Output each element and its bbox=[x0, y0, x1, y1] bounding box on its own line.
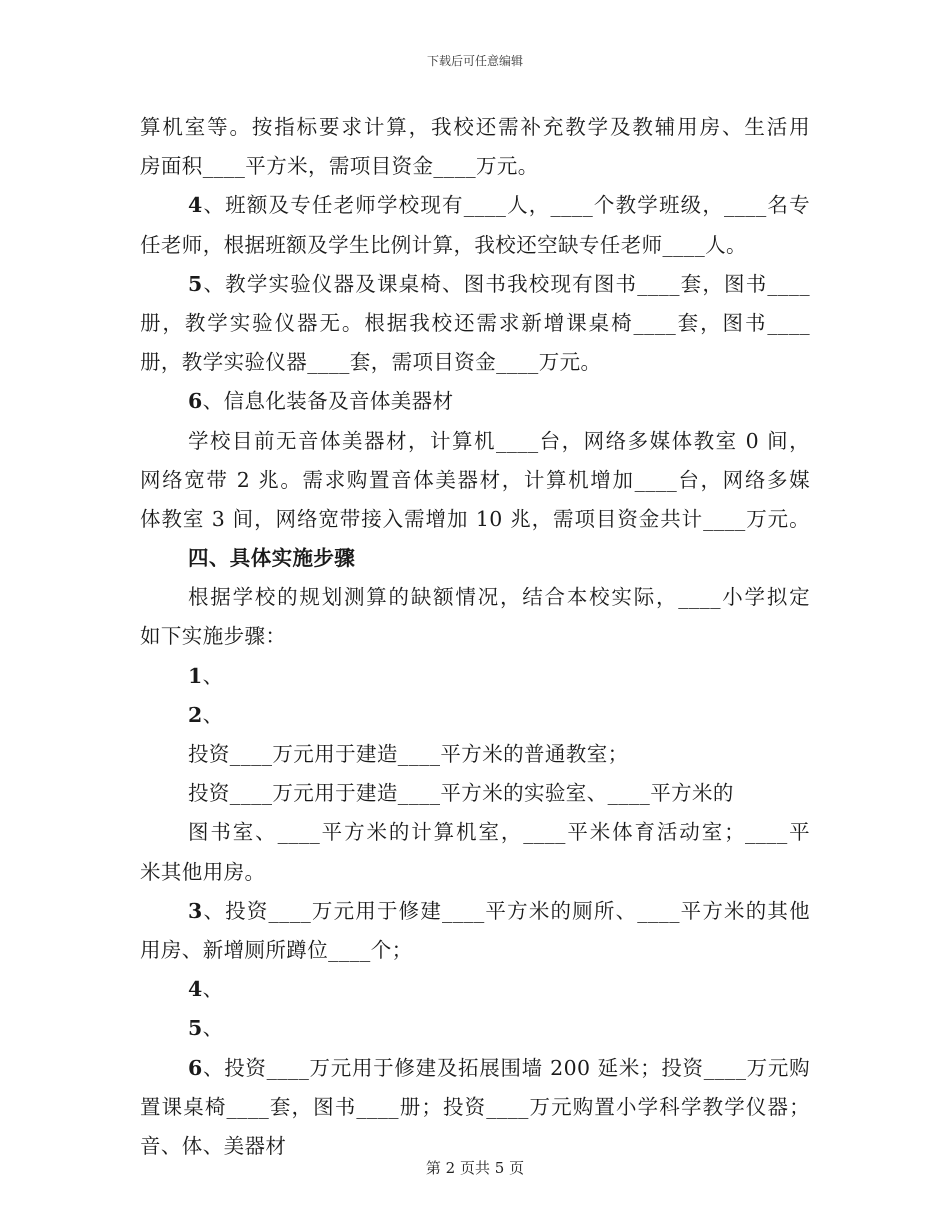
paragraph-line: 学校目前无音体美器材，计算机____台，网络多媒体教室 0 间， bbox=[188, 428, 810, 453]
section-heading: 四、具体实施步骤 bbox=[188, 546, 356, 571]
paragraph-line: 体教室 3 间，网络宽带接入需增加 10 兆，需项目资金共计____万元。 bbox=[140, 506, 810, 531]
line-text: 、 bbox=[202, 1016, 224, 1041]
paragraph-line bbox=[140, 696, 810, 735]
paragraph-line: 网络宽带 2 兆。需求购置音体美器材，计算机增加____台，网络多媒 bbox=[140, 467, 810, 492]
line-text: 、 bbox=[202, 702, 224, 727]
document-body bbox=[140, 108, 810, 1166]
paragraph-line: 投资____万元用于建造____平方米的普通教室； bbox=[188, 742, 629, 766]
paragraph-line: 任老师，根据班额及学生比例计算，我校还空缺专任老师____人。 bbox=[140, 232, 747, 257]
line-text: 、投资____万元用于修建及拓展围墙 200 延米；投资____万元购 bbox=[202, 1055, 810, 1080]
paragraph-line: 音、体、美器材 bbox=[140, 1133, 287, 1158]
paragraph-line: 米其他用房。 bbox=[140, 859, 266, 884]
line-text: 、 bbox=[202, 663, 224, 688]
paragraph-line: 册，教学实验仪器无。根据我校还需求新增课桌椅____套，图书____ bbox=[140, 310, 810, 335]
paragraph-line: 用房、新增厕所蹲位____个； bbox=[140, 937, 413, 962]
item-number: 4 bbox=[188, 193, 203, 218]
line-text: 、投资____万元用于修建____平方米的厕所、____平方米的其他 bbox=[202, 898, 810, 923]
line-text: 、信息化装备及音体美器材 bbox=[202, 389, 454, 414]
paragraph-line bbox=[140, 970, 810, 1009]
step-number: 2 bbox=[188, 702, 203, 727]
page-footer: 第 2 页共 5 页 bbox=[425, 1159, 525, 1177]
paragraph-line bbox=[140, 892, 810, 931]
step-number: 1 bbox=[188, 663, 203, 688]
step-number: 5 bbox=[188, 1016, 203, 1041]
line-text: 、教学实验仪器及课桌椅、图书我校现有图书____套，图书____ bbox=[202, 271, 810, 296]
paragraph-line bbox=[140, 1049, 810, 1088]
step-number: 3 bbox=[188, 898, 203, 923]
paragraph-line bbox=[140, 265, 810, 304]
line-text: 、班额及专任老师学校现有____人，____个教学班级，____名专 bbox=[202, 193, 810, 218]
paragraph-line: 算机室等。按指标要求计算，我校还需补充教学及教辅用房、生活用 bbox=[140, 115, 810, 139]
paragraph-line: 房面积____平方米，需项目资金____万元。 bbox=[140, 154, 539, 179]
paragraph-line bbox=[140, 382, 810, 421]
paragraph-line bbox=[140, 1009, 810, 1048]
paragraph-line: 册，教学实验仪器____套，需项目资金____万元。 bbox=[140, 350, 602, 375]
paragraph-line: 图书室、____平方米的计算机室，____平米体育活动室；____平 bbox=[188, 820, 810, 845]
paragraph-line: 如下实施步骤： bbox=[140, 624, 287, 649]
paragraph-line: 根据学校的规划测算的缺额情况，结合本校实际，____小学拟定 bbox=[188, 585, 810, 610]
paragraph-line: 置课桌椅____套，图书____册；投资____万元购置小学科学教学仪器； bbox=[140, 1094, 810, 1119]
item-number: 6 bbox=[188, 389, 203, 414]
page-header: 下载后可任意编辑 bbox=[426, 54, 523, 68]
line-text: 、 bbox=[202, 977, 224, 1002]
step-number: 4 bbox=[188, 977, 203, 1002]
step-number: 6 bbox=[188, 1055, 203, 1080]
item-number: 5 bbox=[188, 271, 203, 296]
paragraph-line bbox=[140, 657, 810, 696]
paragraph-line bbox=[140, 186, 810, 225]
paragraph-line: 投资____万元用于建造____平方米的实验室、____平方米的 bbox=[188, 781, 734, 806]
